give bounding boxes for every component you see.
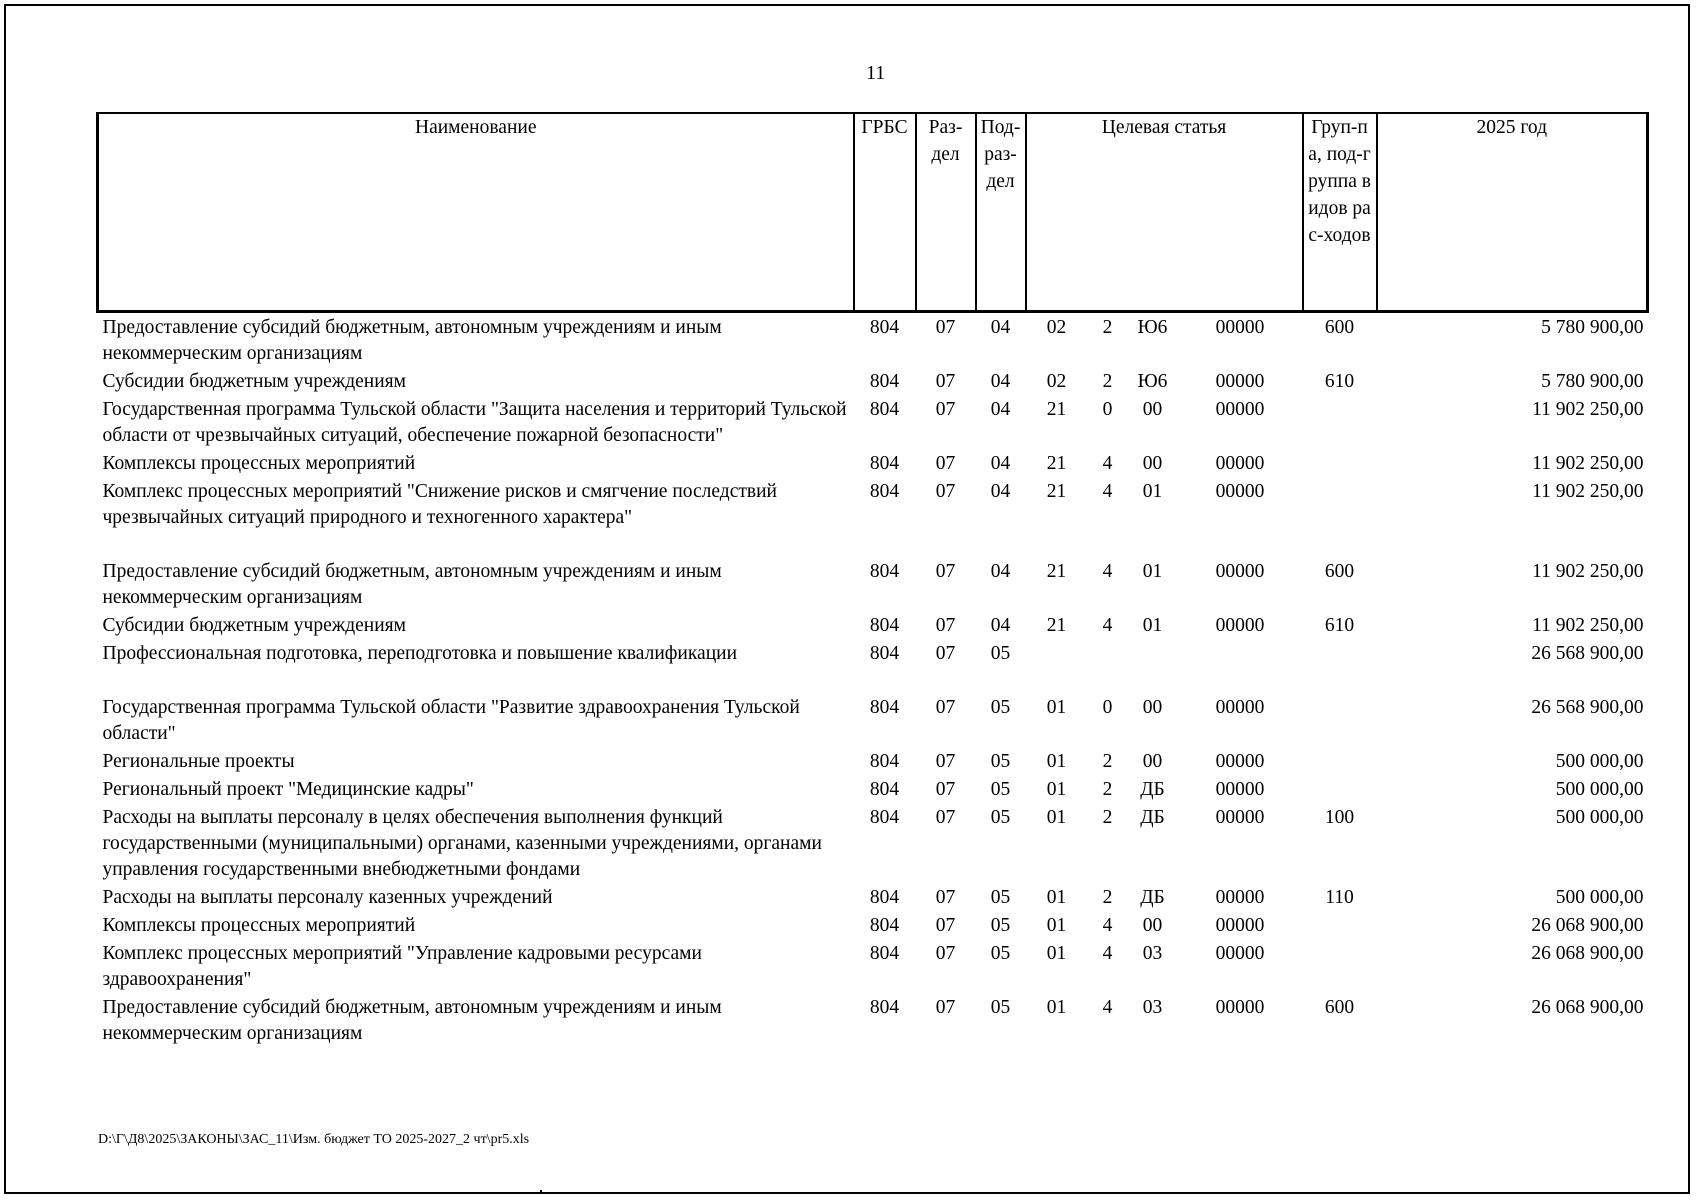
row-name: Государственная программа Тульской области "Развитие здравоохранения Тульской области": [102, 696, 800, 744]
cell-code: 00000: [1215, 886, 1265, 908]
cell-code: 00000: [1215, 750, 1265, 772]
header-section-label: Раз-дел: [928, 117, 963, 165]
row-name: Субсидии бюджетным учреждениям: [102, 370, 406, 392]
row-name: Комплексы процессных мероприятий: [102, 452, 416, 474]
cell-section: 07: [935, 806, 956, 828]
cell-program: 01: [1046, 914, 1067, 936]
header-section: [916, 113, 976, 311]
table-row: [98, 611, 1648, 639]
cell-grbs: 804: [869, 914, 900, 936]
cell-expense-group: [1303, 449, 1377, 477]
table-row: [98, 395, 1648, 449]
table-row: [98, 477, 1648, 557]
cell-subsection: 04: [990, 614, 1011, 636]
row-name: Региональный проект "Медицинские кадры": [102, 778, 474, 800]
cell-program: 01: [1046, 778, 1067, 800]
cell-amount: 5 780 900,00: [1541, 316, 1644, 338]
cell-direction: 03: [1142, 942, 1163, 964]
cell-amount: 11 902 250,00: [1532, 480, 1644, 502]
cell-subsection: 04: [990, 452, 1011, 474]
cell-amount: 5 780 900,00: [1541, 370, 1644, 392]
table-header-row: [98, 113, 1648, 311]
cell-expense-group: [1303, 911, 1377, 939]
cell-subprogram: 2: [1102, 806, 1113, 828]
cell-grbs: 804: [869, 452, 900, 474]
cell-expense-group: [1303, 693, 1377, 747]
cell-subsection: 05: [990, 996, 1011, 1018]
row-name: Расходы на выплаты персоналу в целях обеспечения выполнения функций государственными (муниципальными) органами, казенными учреждениями, органами управления государственными внебюджетными фондами: [102, 806, 822, 880]
cell-subprogram: 4: [1102, 996, 1113, 1018]
row-name: Региональные проекты: [102, 750, 295, 772]
header-subsection-label: Под-раз-дел: [980, 117, 1021, 192]
cell-subsection: 05: [990, 750, 1011, 772]
cell-amount: 26 568 900,00: [1531, 642, 1644, 664]
cell-program: 21: [1046, 614, 1067, 636]
cell-subprogram: 4: [1102, 480, 1113, 502]
cell-section: 07: [935, 452, 956, 474]
cell-subprogram: 2: [1102, 370, 1113, 392]
cell-expense-group: 110: [1325, 886, 1354, 908]
cell-subsection: 05: [990, 886, 1011, 908]
cell-program: 01: [1046, 696, 1067, 718]
cell-program: 21: [1046, 560, 1067, 582]
cell-subprogram: [1088, 639, 1128, 693]
cell-section: 07: [935, 886, 956, 908]
cell-program: 01: [1046, 996, 1067, 1018]
cell-expense-group: 100: [1324, 806, 1355, 828]
cell-amount: 500 000,00: [1555, 750, 1644, 772]
cell-direction: Ю6: [1137, 316, 1168, 338]
cell-amount: 26 568 900,00: [1531, 696, 1644, 718]
cell-program: 21: [1046, 480, 1067, 502]
cell-amount: 11 902 250,00: [1532, 560, 1644, 582]
cell-direction: 00: [1142, 750, 1163, 772]
cell-program: 01: [1046, 886, 1067, 908]
cell-subprogram: 4: [1102, 914, 1113, 936]
table-row: [98, 939, 1648, 993]
cell-amount: 500 000,00: [1555, 806, 1644, 828]
row-name: Предоставление субсидий бюджетным, автономным учреждениям и иным некоммерческим организациям: [102, 996, 722, 1044]
cell-program: 01: [1046, 750, 1067, 772]
cell-grbs: 804: [869, 398, 900, 420]
cell-subsection: 05: [990, 696, 1011, 718]
cell-code: 00000: [1215, 614, 1265, 636]
cell-amount: 26 068 900,00: [1531, 996, 1644, 1018]
cell-direction: 00: [1142, 398, 1163, 420]
cell-code: 00000: [1215, 942, 1265, 964]
cell-subprogram: 4: [1102, 452, 1113, 474]
cell-direction: 00: [1142, 696, 1163, 718]
cell-expense-group: [1303, 939, 1377, 993]
file-path-footer: D:\Г\Д8\2025\ЗАКОНЫ\ЗАС_11\Изм. бюджет ТО 2025-2027_2 чт\pr5.xls: [98, 1132, 530, 1147]
table-row: [98, 367, 1648, 395]
header-grbs: ГРБС: [854, 113, 916, 311]
cell-code: 00000: [1215, 316, 1265, 338]
cell-amount: 11 902 250,00: [1532, 452, 1644, 474]
cell-direction: 01: [1142, 560, 1163, 582]
cell-section: 07: [935, 480, 956, 502]
cell-code: 00000: [1215, 914, 1265, 936]
cell-section: 07: [935, 316, 956, 338]
cell-subsection: 04: [990, 560, 1011, 582]
cell-section: 07: [935, 778, 956, 800]
table-row: [98, 557, 1648, 611]
cell-code: 00000: [1215, 452, 1265, 474]
row-name: Профессиональная подготовка, переподготовка и повышение квалификации: [102, 642, 738, 664]
cell-code: 00000: [1215, 806, 1265, 828]
cell-expense-group: 610: [1324, 370, 1355, 392]
table-row: [98, 883, 1648, 911]
table-row: [98, 639, 1648, 693]
cell-grbs: 804: [869, 778, 900, 800]
cell-expense-group: [1303, 775, 1377, 803]
cell-grbs: 804: [869, 316, 900, 338]
table-row: [98, 693, 1648, 747]
cell-direction: ДБ: [1140, 886, 1165, 908]
cell-code: 00000: [1215, 560, 1265, 582]
cell-direction: ДБ: [1140, 806, 1165, 828]
cell-code: [1178, 639, 1303, 693]
cell-program: 02: [1046, 316, 1067, 338]
cell-subsection: 05: [990, 642, 1011, 664]
header-expense-group: [1303, 113, 1377, 311]
table-row: [98, 449, 1648, 477]
cell-code: 00000: [1215, 696, 1265, 718]
row-name: Государственная программа Тульской области "Защита населения и территорий Тульской области от чрезвычайных ситуаций, обеспечение пожарной безопасности": [102, 398, 847, 446]
cell-subsection: 04: [990, 398, 1011, 420]
cell-direction: 01: [1142, 614, 1163, 636]
cell-subprogram: 2: [1102, 316, 1113, 338]
cell-subprogram: 0: [1102, 696, 1113, 718]
cell-amount: 500 000,00: [1555, 778, 1644, 800]
cell-subsection: 04: [990, 370, 1011, 392]
cell-amount: 11 902 250,00: [1532, 398, 1644, 420]
cell-direction: [1128, 639, 1178, 693]
cell-direction: 00: [1142, 914, 1163, 936]
cell-expense-group: 600: [1324, 316, 1355, 338]
cell-expense-group: 610: [1324, 614, 1355, 636]
cell-grbs: 804: [869, 642, 900, 664]
cell-direction: 03: [1142, 996, 1163, 1018]
row-name: Комплекс процессных мероприятий "Управление кадровыми ресурсами здравоохранения": [102, 942, 702, 990]
cell-amount: 11 902 250,00: [1532, 614, 1644, 636]
cell-program: 21: [1046, 398, 1067, 420]
cell-subprogram: 4: [1102, 614, 1113, 636]
cell-subsection: 04: [990, 316, 1011, 338]
header-target-article: Целевая статья: [1026, 113, 1303, 311]
row-name: Расходы на выплаты персоналу казенных учреждений: [102, 886, 553, 908]
row-name: Предоставление субсидий бюджетным, автономным учреждениям и иным некоммерческим организациям: [102, 316, 722, 364]
cell-code: 00000: [1215, 996, 1265, 1018]
cell-section: 07: [935, 696, 956, 718]
row-name: Комплекс процессных мероприятий "Снижение рисков и смягчение последствий чрезвычайных ситуаций природного и техногенного характера": [102, 480, 777, 528]
header-expense-group-label: Груп-па, под-группа видов рас-ходов: [1308, 117, 1371, 246]
cell-direction: 01: [1142, 480, 1163, 502]
row-name: Комплексы процессных мероприятий: [102, 914, 416, 936]
cell-grbs: 804: [869, 480, 900, 502]
cell-program: 21: [1046, 452, 1067, 474]
cell-direction: Ю6: [1137, 370, 1168, 392]
cell-expense-group: [1303, 395, 1377, 449]
cell-amount: 26 068 900,00: [1531, 942, 1644, 964]
table-row: [98, 803, 1648, 883]
cell-section: 07: [935, 914, 956, 936]
scan-speck: [540, 1190, 542, 1192]
cell-grbs: 804: [869, 996, 900, 1018]
cell-code: 00000: [1215, 778, 1265, 800]
header-name: Наименование: [98, 113, 854, 311]
cell-subprogram: 4: [1102, 942, 1113, 964]
cell-expense-group: [1303, 477, 1377, 557]
cell-subsection: 05: [990, 942, 1011, 964]
table-row: [98, 311, 1648, 367]
header-year: 2025 год: [1377, 113, 1648, 311]
cell-section: 07: [935, 398, 956, 420]
cell-program: 02: [1046, 370, 1067, 392]
table-row: [98, 911, 1648, 939]
cell-grbs: 804: [869, 370, 900, 392]
cell-grbs: 804: [869, 750, 900, 772]
cell-section: 07: [935, 560, 956, 582]
cell-subsection: 05: [990, 914, 1011, 936]
cell-code: 00000: [1215, 480, 1265, 502]
cell-amount: 26 068 900,00: [1531, 914, 1644, 936]
cell-code: 00000: [1215, 370, 1265, 392]
budget-table: [96, 112, 1649, 1047]
cell-program: 01: [1046, 806, 1067, 828]
cell-grbs: 804: [869, 886, 900, 908]
cell-program: [1026, 639, 1088, 693]
table-row: [98, 775, 1648, 803]
header-subsection: [976, 113, 1026, 311]
cell-expense-group: 600: [1324, 996, 1355, 1018]
cell-subsection: 05: [990, 806, 1011, 828]
cell-grbs: 804: [869, 560, 900, 582]
cell-grbs: 804: [869, 806, 900, 828]
page-number: 11: [866, 62, 886, 84]
cell-code: 00000: [1215, 398, 1265, 420]
row-name: Предоставление субсидий бюджетным, автономным учреждениям и иным некоммерческим организациям: [102, 560, 722, 608]
row-name: Субсидии бюджетным учреждениям: [102, 614, 406, 636]
cell-direction: 00: [1142, 452, 1163, 474]
cell-section: 07: [935, 996, 956, 1018]
cell-expense-group: 600: [1324, 560, 1355, 582]
cell-grbs: 804: [869, 942, 900, 964]
cell-subsection: 05: [990, 778, 1011, 800]
table-row: [98, 993, 1648, 1047]
cell-subsection: 04: [990, 480, 1011, 502]
cell-subprogram: 4: [1102, 560, 1113, 582]
cell-grbs: 804: [869, 614, 900, 636]
cell-expense-group: [1303, 639, 1377, 693]
cell-direction: ДБ: [1140, 778, 1165, 800]
cell-section: 07: [935, 942, 956, 964]
cell-subprogram: 2: [1102, 886, 1113, 908]
cell-expense-group: [1303, 747, 1377, 775]
cell-grbs: 804: [869, 696, 900, 718]
cell-program: 01: [1046, 942, 1067, 964]
cell-section: 07: [935, 642, 956, 664]
cell-subprogram: 2: [1102, 778, 1113, 800]
cell-subprogram: 2: [1102, 750, 1113, 772]
table-row: [98, 747, 1648, 775]
cell-subprogram: 0: [1102, 398, 1113, 420]
cell-section: 07: [935, 370, 956, 392]
cell-amount: 500 000,00: [1555, 886, 1644, 908]
cell-section: 07: [935, 750, 956, 772]
cell-section: 07: [935, 614, 956, 636]
